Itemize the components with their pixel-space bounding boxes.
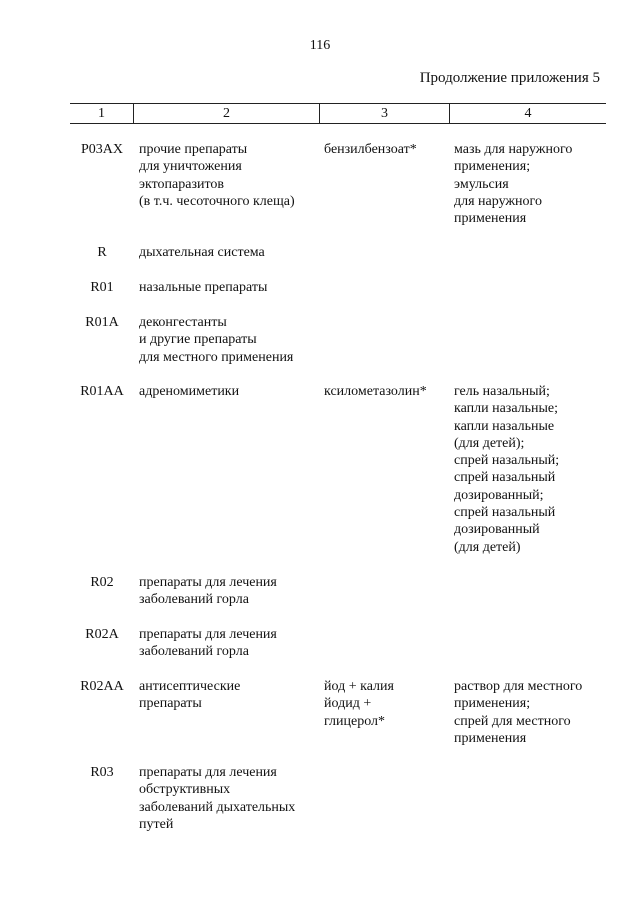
group-name: дыхательная система — [139, 245, 265, 260]
table-header — [70, 103, 606, 124]
header-col-4: 4 — [524, 106, 532, 121]
dosage-form: раствор для местного применения; спрей для местного применения — [454, 679, 583, 746]
group-name: антисептические препараты — [139, 679, 241, 712]
header-col-1: 1 — [70, 104, 134, 123]
group-name: прочие препараты для уничтожения эктопаразитов (в т.ч. чесоточного клеща) — [139, 142, 295, 209]
dosage-form: мазь для наружного применения; эмульсия для наружного применения — [454, 142, 573, 227]
group-name: препараты для лечения обструктивных заболеваний дыхательных путей — [139, 765, 296, 832]
header-col-3: 3 — [320, 104, 450, 123]
page-number: 116 — [309, 38, 331, 53]
atc-code: R01A — [85, 315, 119, 330]
group-name: препараты для лечения заболеваний горла — [139, 627, 277, 660]
atc-code: R01AA — [80, 384, 124, 399]
dosage-form: гель назальный; капли назальные; капли назальные (для детей); спрей назальный; спрей назальный дозированный; спрей назальный дозированный (для детей) — [454, 384, 560, 555]
atc-code: R02A — [85, 627, 119, 642]
header-col-2: 2 — [134, 104, 320, 123]
atc-code: P03AX — [80, 142, 123, 157]
atc-code: R02AA — [80, 679, 124, 694]
drug-name: йод + калия йодид + глицерол* — [324, 679, 394, 729]
drug-name: ксилометазолин* — [324, 384, 427, 399]
group-name: адреномиметики — [139, 384, 240, 399]
atc-code: R03 — [90, 765, 114, 780]
drug-name: бензилбензоат* — [324, 142, 417, 157]
group-name: препараты для лечения заболеваний горла — [139, 575, 277, 608]
atc-code: R01 — [90, 280, 114, 295]
continuation-label: Продолжение приложения 5 — [419, 70, 600, 86]
atc-code: R02 — [90, 575, 114, 590]
group-name: назальные препараты — [139, 280, 268, 295]
atc-code: R — [97, 245, 107, 260]
group-name: деконгестанты и другие препараты для местного применения — [139, 315, 294, 365]
